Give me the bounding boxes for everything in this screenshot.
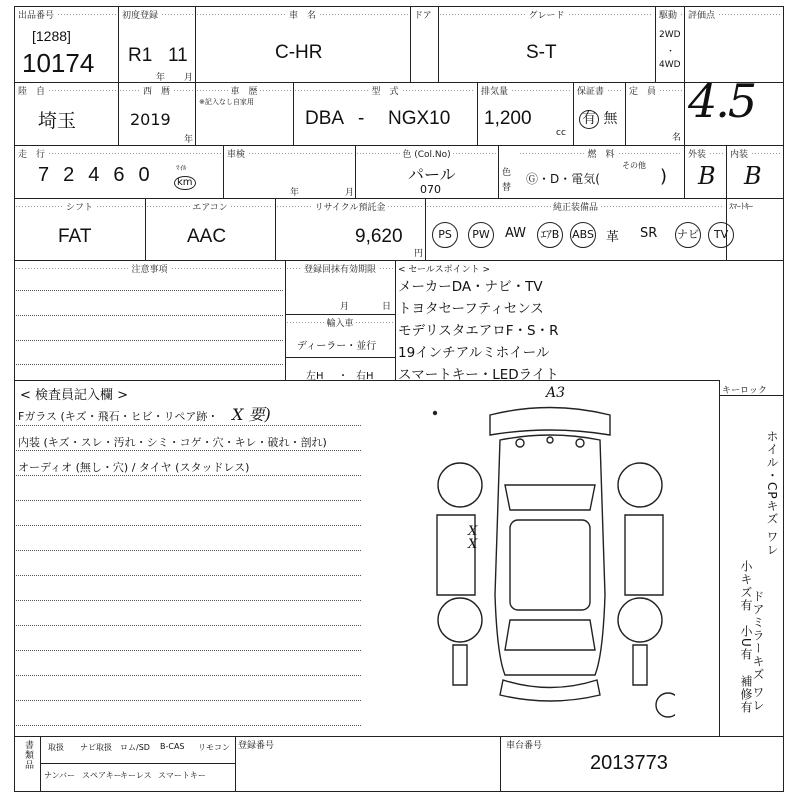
grade-label: グレード [528, 11, 565, 21]
capacity-label: 定 員 [629, 87, 657, 97]
equipment-item [537, 222, 563, 248]
equipment-item [468, 222, 494, 248]
warranty-no: 無 [603, 111, 618, 127]
equipment-item [640, 226, 657, 241]
fuel-options: Ⓖ・D・電気( [526, 172, 600, 186]
reg-no-label: 登録番号 [238, 741, 275, 751]
color-name: パール [408, 165, 456, 184]
footer-label: リモコン [198, 743, 230, 752]
exterior-grade: B [698, 162, 716, 190]
import-right: 右H [356, 371, 374, 382]
sales-point: スマートキー・LEDライト [398, 367, 559, 383]
model-label: 型 式 [371, 87, 399, 97]
model-prefix: DBA [305, 108, 345, 129]
car-name-label: 車 名 [288, 11, 316, 21]
plate: 埼玉 [38, 111, 77, 132]
model-code: NGX10 [388, 108, 451, 129]
mileage [38, 164, 164, 187]
inspector-label: < 検査員記入欄 > [20, 388, 129, 403]
mileage-label: 走 行 [18, 150, 46, 160]
footer-label: ナビ取扱 [80, 743, 112, 752]
reg-deadline-label: 登録回抹有効期限 [303, 265, 376, 275]
equipment-item-label: 革 [606, 230, 620, 245]
lot-box-no: [1288] [32, 28, 71, 44]
first-reg-label: 初度登録 [122, 11, 159, 21]
sales-point: モデリスタエアロF・S・R [398, 323, 559, 339]
aircon-label: エアコン [192, 203, 228, 213]
note-wheel: ホイル・CPキズ ワレ [765, 430, 779, 557]
mileage-digit: 7 [38, 164, 64, 186]
first-reg-month: 11 [168, 45, 188, 66]
footer-label: スペアキー [82, 771, 122, 780]
key-lock-label: キーロック [722, 386, 767, 396]
mile-unit: ﾏｲﾙ [176, 164, 187, 172]
sales-point: 19インチアルミホイール [398, 345, 550, 361]
insp-month-unit: 月 [345, 188, 355, 198]
equipment-item [708, 222, 734, 248]
color-code: 070 [420, 183, 441, 196]
note-repair: 補修有 [739, 675, 753, 714]
lot-no-label: 出品番号 [18, 11, 55, 21]
drive-2wd: 2WD [659, 30, 681, 40]
interior-grade: B [744, 162, 762, 190]
drive-dot: ・ [666, 47, 676, 57]
documents-label: 書類品 [23, 740, 33, 770]
equipment-item [505, 226, 526, 241]
footer-label: ロム/SD [120, 743, 150, 752]
equipment-item [675, 222, 701, 248]
recycle-label: リサイクル預託金 [314, 203, 386, 213]
car-name: C-HR [275, 42, 323, 63]
equipment-item [570, 222, 596, 248]
note-small-u: 小U有 [739, 625, 753, 661]
inspector-audio: オーディオ (無し・穴) / タイヤ (スタッドレス) [18, 461, 250, 474]
import-dealer: ディーラー・並行 [297, 341, 377, 352]
inspection-label: 車検 [227, 150, 246, 160]
year-unit: 年 [156, 73, 166, 83]
year-label: 西 暦 [142, 87, 170, 97]
chassis-no: 2013773 [590, 752, 668, 774]
diagram-mark-a3: A3 [546, 385, 566, 401]
insp-year-unit: 年 [290, 188, 300, 198]
car-diagram [425, 395, 675, 730]
glass-mark: X 要) [232, 405, 271, 424]
fuel-label: 燃 料 [587, 150, 615, 160]
color-label: 色 (Col.No) [402, 150, 451, 160]
yen-unit: 円 [414, 249, 424, 259]
color-row-label: 替 [502, 183, 512, 193]
equipment-item-label: PS [432, 222, 458, 248]
equipment-item-label: AW [505, 226, 527, 241]
shift-label: シフト [65, 203, 93, 213]
recycle-fee: 9,620 [355, 226, 403, 247]
capacity-unit: 名 [672, 133, 682, 143]
cc-unit: cc [556, 128, 566, 138]
notes-label: 注意事項 [131, 265, 168, 275]
deadline-month: 月 [340, 302, 350, 312]
footer-label: 取扱 [48, 743, 64, 752]
note-small: 小キズ有 [739, 560, 753, 612]
displacement: 1,200 [484, 108, 532, 129]
lot-number: 10174 [22, 48, 95, 78]
score: 4.5 [688, 74, 756, 128]
footer-label: キーレス [120, 771, 152, 780]
inspector-interior: 内装 (キズ・スレ・汚れ・シミ・コゲ・穴・キレ・破れ・剖れ) [18, 436, 327, 449]
import-dot: ・ [338, 371, 348, 382]
warranty-yes: 有 [579, 110, 599, 129]
score-label: 評価点 [688, 11, 716, 21]
model-dash: - [358, 108, 365, 129]
equipment-item-label: ABS [570, 222, 596, 248]
equipment-label: 純正装備品 [552, 203, 598, 213]
sales-points [398, 276, 559, 386]
inspector-glass: Fガラス (キズ・飛石・ヒビ・リペア跡・ [18, 410, 219, 423]
footer-label: B-CAS [160, 742, 185, 751]
equipment-item [606, 226, 619, 245]
displacement-label: 排気量 [481, 87, 509, 97]
equipment-item-label: TV [708, 222, 734, 248]
footer-label: ナンバー [44, 771, 76, 780]
deadline-day: 日 [382, 302, 392, 312]
history-label: 車 歴 [230, 87, 258, 97]
mileage-digit: 2 [63, 164, 89, 186]
mileage-digit: 6 [113, 164, 139, 186]
diagram-mark-xx: X X [468, 524, 478, 552]
sales-points-label: < セールスポイント > [398, 265, 490, 275]
equipment-item-label: ｴｱB [537, 222, 563, 248]
first-reg-era: R1 [128, 45, 153, 66]
note-mirror: ドアミラーキズ ワレ [751, 590, 765, 712]
history-sub: ※記入なし自家用 [199, 98, 254, 106]
equipment-item-label: SR [640, 226, 658, 241]
sales-point: トヨタセーフティセンス [398, 301, 544, 317]
drive-label: 駆動 [659, 11, 678, 21]
equipment-item [432, 222, 458, 248]
mileage-digit: 0 [138, 164, 164, 186]
km-unit: km [174, 176, 196, 190]
mileage-digit: 4 [88, 164, 114, 186]
warranty-label: 保証書 [577, 87, 605, 97]
footer-label: スマートキー [158, 771, 206, 780]
color-row-label: 色 [502, 168, 512, 178]
interior-label: 内装 [730, 150, 749, 160]
year-unit-2: 年 [184, 135, 194, 145]
grade: S-T [526, 42, 557, 63]
drive-4wd: 4WD [659, 60, 681, 70]
fuel-close: ) [660, 166, 668, 187]
chassis-label: 車台番号 [506, 741, 543, 751]
aircon: AAC [187, 226, 227, 247]
shift: FAT [58, 226, 92, 247]
exterior-label: 外装 [688, 150, 707, 160]
plate-label: 陸 自 [18, 87, 46, 97]
import-left: 左H [306, 371, 324, 382]
equipment-item-label: PW [468, 222, 494, 248]
sales-point: メーカーDA・ナビ・TV [398, 279, 543, 295]
year: 2019 [130, 110, 171, 129]
import-label: 輸入車 [326, 319, 354, 329]
door-label: ドア [414, 11, 432, 21]
fuel-other-label: その他 [622, 161, 646, 170]
keyless-label: ｽﾏｰﾄｷｰ [729, 202, 753, 211]
equipment-item-label: ナビ [675, 222, 701, 248]
month-unit: 月 [184, 73, 194, 83]
